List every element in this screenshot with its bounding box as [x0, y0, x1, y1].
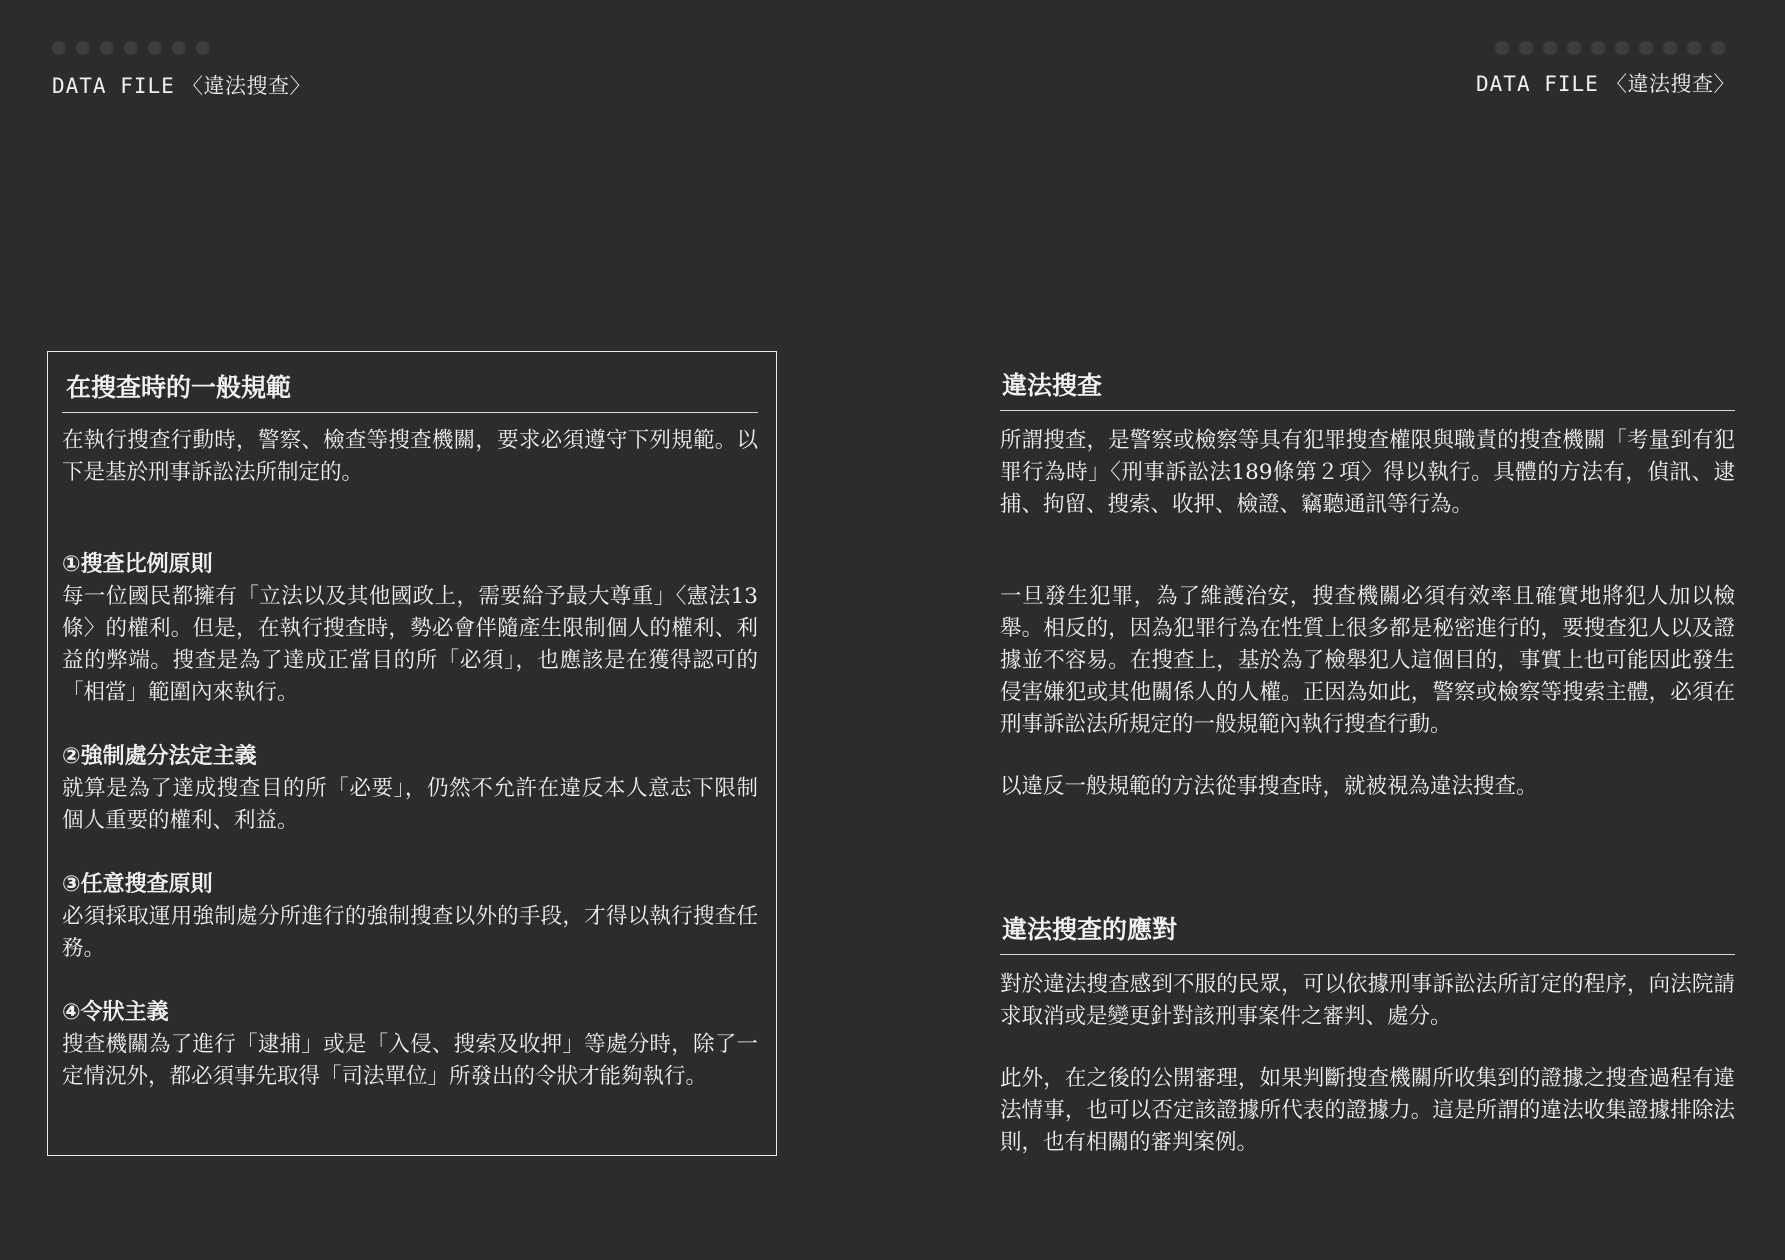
principle-item — [62, 741, 758, 837]
paragraph: 此外，在之後的公開審理，如果判斷搜查機關所收集到的證據之搜查過程有違法情事，也可以否定該證據所代表的證據力。這是所謂的違法收集證據排除法則，也有相關的審判案例。 — [1000, 1066, 1735, 1155]
principle-text: 每一位國民都擁有「立法以及其他國政上，需要給予最大尊重」〈憲法13條〉的權利。但是，在執行搜查時，勢必會伴隨產生限制個人的權利、利益的弊端。搜查是為了達成正當目的所「必須」，也應該是在獲得認可的「相當」範圍內來執行。 — [62, 584, 758, 705]
principle-text: 搜查機關為了進行「逮捕」或是「入侵、搜索及收押」等處分時，除了一定情況外，都必須事先取得「司法單位」所發出的令狀才能夠執行。 — [62, 1032, 758, 1089]
faint-header-mark-right — [1495, 40, 1735, 54]
paragraph: 以違反一般規範的方法從事搜查時，就被視為違法搜查。 — [1000, 774, 1538, 799]
intro-paragraph: 在執行搜查行動時，警察、檢查等搜查機關，要求必須遵守下列規範。以下是基於刑事訴訟法所制定的。 — [62, 428, 758, 485]
principle-title: ④令狀主義 — [62, 1000, 169, 1025]
page-header-left — [52, 70, 311, 100]
principle-item — [62, 869, 758, 965]
paragraph: 一旦發生犯罪，為了維護治安，搜查機關必須有效率且確實地將犯人加以檢舉。相反的，因為犯罪行為在性質上很多都是秘密進行的，要搜查犯人以及證據並不容易。在搜查上，基於為了檢舉犯人這個目的，事實上也可能因此發生侵害嫌犯或其他關係人的人權。正因為如此，警察或檢察等搜索主體，必須在刑事訴訟法所規定的一般規範內執行搜查行動。 — [1000, 584, 1735, 737]
principle-title: ②強制處分法定主義 — [62, 744, 257, 769]
general-rules-box — [47, 351, 777, 1156]
faint-header-mark-left — [52, 40, 220, 54]
section-title: 違法搜查的應對 — [1000, 900, 1735, 955]
header-label: DATA FILE — [52, 74, 175, 98]
paragraph: 對於違法搜查感到不服的民眾，可以依據刑事訴訟法所訂定的程序，向法院請求取消或是變更針對該刑事案件之審判、處分。 — [1000, 972, 1735, 1029]
header-topic: 〈違法搜查〉 — [1606, 72, 1735, 96]
principle-title: ③任意搜查原則 — [62, 872, 213, 897]
section-title: 違法搜查 — [1000, 356, 1735, 411]
paragraph: 所謂搜查，是警察或檢察等具有犯罪搜查權限與職責的搜查機關「考量到有犯罪行為時」〈刑事訴訟法189條第２項〉得以執行。具體的方法有，偵訊、逮捕、拘留、搜索、收押、檢證、竊聽通訊等行為。 — [1000, 428, 1735, 517]
illegal-search-section — [1000, 356, 1735, 803]
principle-text: 就算是為了達成搜查目的所「必要」，仍然不允許在違反本人意志下限制個人重要的權利、利益。 — [62, 776, 758, 833]
section-title: 在搜查時的一般規範 — [62, 358, 758, 413]
illegal-search-response-section — [1000, 900, 1735, 1159]
principle-item — [62, 549, 758, 709]
principle-text: 必須採取運用強制處分所進行的強制搜查以外的手段，才得以執行搜查任務。 — [62, 904, 758, 961]
header-topic: 〈違法搜查〉 — [181, 74, 311, 98]
header-label: DATA FILE — [1476, 72, 1599, 96]
page-header-right — [1476, 68, 1735, 98]
principle-title: ①搜查比例原則 — [62, 552, 213, 577]
principle-item — [62, 997, 758, 1093]
